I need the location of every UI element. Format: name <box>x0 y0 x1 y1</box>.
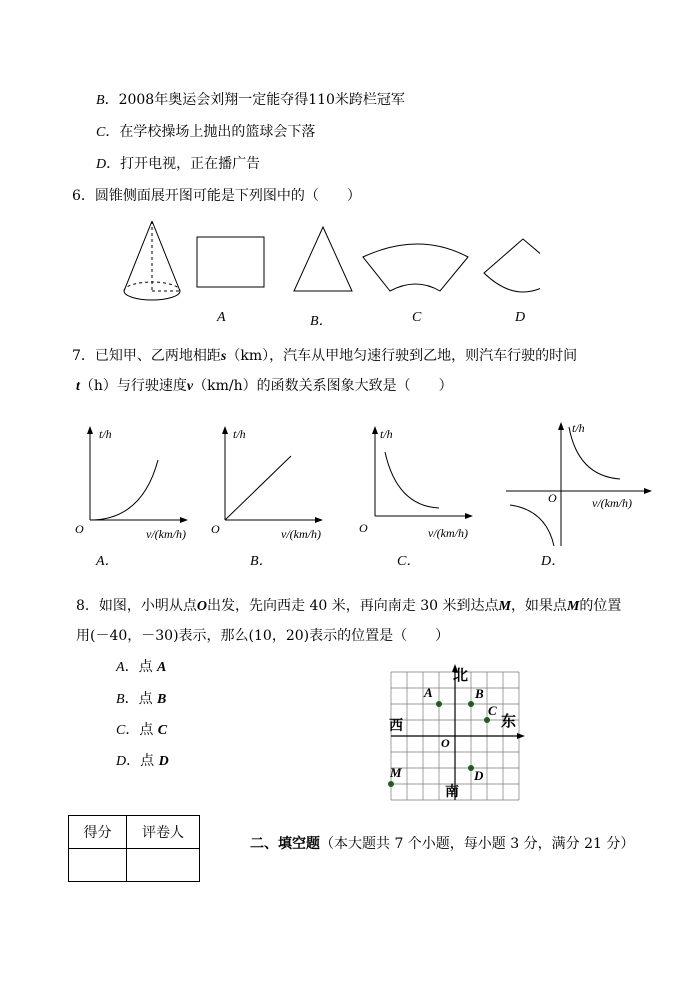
q8-grid-map <box>385 664 527 804</box>
triangle-figure <box>294 227 352 291</box>
curve-decreasing <box>385 452 439 508</box>
q8-option-a: A．点 A <box>116 659 167 675</box>
graph-b-xlabel: v/(km/h) <box>281 527 321 541</box>
score-cell <box>69 849 127 882</box>
q6-label-d: D <box>515 310 526 325</box>
sector-figure <box>484 239 540 292</box>
section2-heading: 二、填空题（本大题共 7 个小题，每小题 3 分，满分 21 分） <box>250 836 635 852</box>
q7-option-a: A． <box>96 554 119 569</box>
graph-c-ylabel: t/h <box>380 427 393 441</box>
label-c: C <box>488 703 497 718</box>
q6-label-c: C <box>412 310 422 325</box>
q7-option-c: C． <box>397 554 421 569</box>
label-m: M <box>390 765 402 780</box>
graph-a-xlabel: v/(km/h) <box>146 527 186 541</box>
graph-b-ylabel: t/h <box>233 427 246 441</box>
q5-option-c: C．在学校操场上抛出的篮球会下落 <box>96 124 316 140</box>
q6-figures <box>110 215 540 305</box>
q8-line1: 8．如图，小明从点O出发，先向西走 40 米，再向南走 30 米到达点M，如果点M的位置 <box>76 598 622 614</box>
q7-graph-d <box>500 418 675 548</box>
q7-line2: t（h）与行驶速度v（km/h）的函数关系图象大致是（ ） <box>76 378 453 394</box>
score-table <box>68 815 200 882</box>
graph-d-xlabel: v/(km/h) <box>592 496 632 510</box>
graph-a-origin: O <box>75 522 84 536</box>
graph-c-xlabel: v/(km/h) <box>428 526 468 540</box>
q7-graph-a <box>70 420 205 545</box>
graph-c-origin: O <box>359 521 368 535</box>
label-d: D <box>474 768 484 783</box>
q7-line1: 7．已知甲、乙两地相距s（km），汽车从甲地匀速行驶到乙地，则汽车行驶的时间 <box>72 348 578 364</box>
label-north: 北 <box>453 668 469 684</box>
label-south: 南 <box>445 785 459 800</box>
label-west: 西 <box>389 719 403 734</box>
q7-option-d: D． <box>541 554 566 569</box>
label-origin: O <box>441 736 450 750</box>
q6-stem: 6．圆锥侧面展开图可能是下列图中的（ ） <box>72 188 361 204</box>
q7-graph-c <box>355 420 490 545</box>
q8-option-c: C．点 C <box>116 722 168 738</box>
score-header: 得分 <box>69 816 127 849</box>
q7-graph-b <box>205 420 340 545</box>
q8-line2: 用(－40，－30)表示，那么(10，20)表示的位置是（ ） <box>76 628 450 644</box>
graph-b-origin: O <box>211 522 220 536</box>
line-increasing <box>225 456 291 520</box>
cone-figure <box>124 221 180 300</box>
q5-option-d: D．打开电视，正在播广告 <box>96 156 261 172</box>
annulus-sector-figure <box>363 244 468 291</box>
q7-option-b: B． <box>250 554 273 569</box>
q6-label-b: B． <box>310 314 333 329</box>
graph-d-origin: O <box>548 491 557 505</box>
curve-increasing <box>90 460 158 520</box>
label-east: 东 <box>501 714 517 730</box>
graph-d-ylabel: t/h <box>572 421 585 435</box>
q6-label-a: A <box>217 310 226 325</box>
point-b <box>468 701 474 707</box>
point-a <box>436 701 442 707</box>
point-m <box>388 781 394 787</box>
q8-option-b: B．点 B <box>116 691 167 707</box>
label-a: A <box>424 685 433 700</box>
grader-cell <box>127 849 200 882</box>
label-b: B <box>475 686 484 701</box>
graph-a-ylabel: t/h <box>99 427 112 441</box>
grader-header: 评卷人 <box>127 816 200 849</box>
rectangle-figure <box>197 237 264 287</box>
curve-branch-2 <box>510 505 554 546</box>
q5-option-b: B．2008年奥运会刘翔一定能夺得110米跨栏冠军 <box>96 92 405 108</box>
q8-option-d: D．点 D <box>116 753 169 769</box>
